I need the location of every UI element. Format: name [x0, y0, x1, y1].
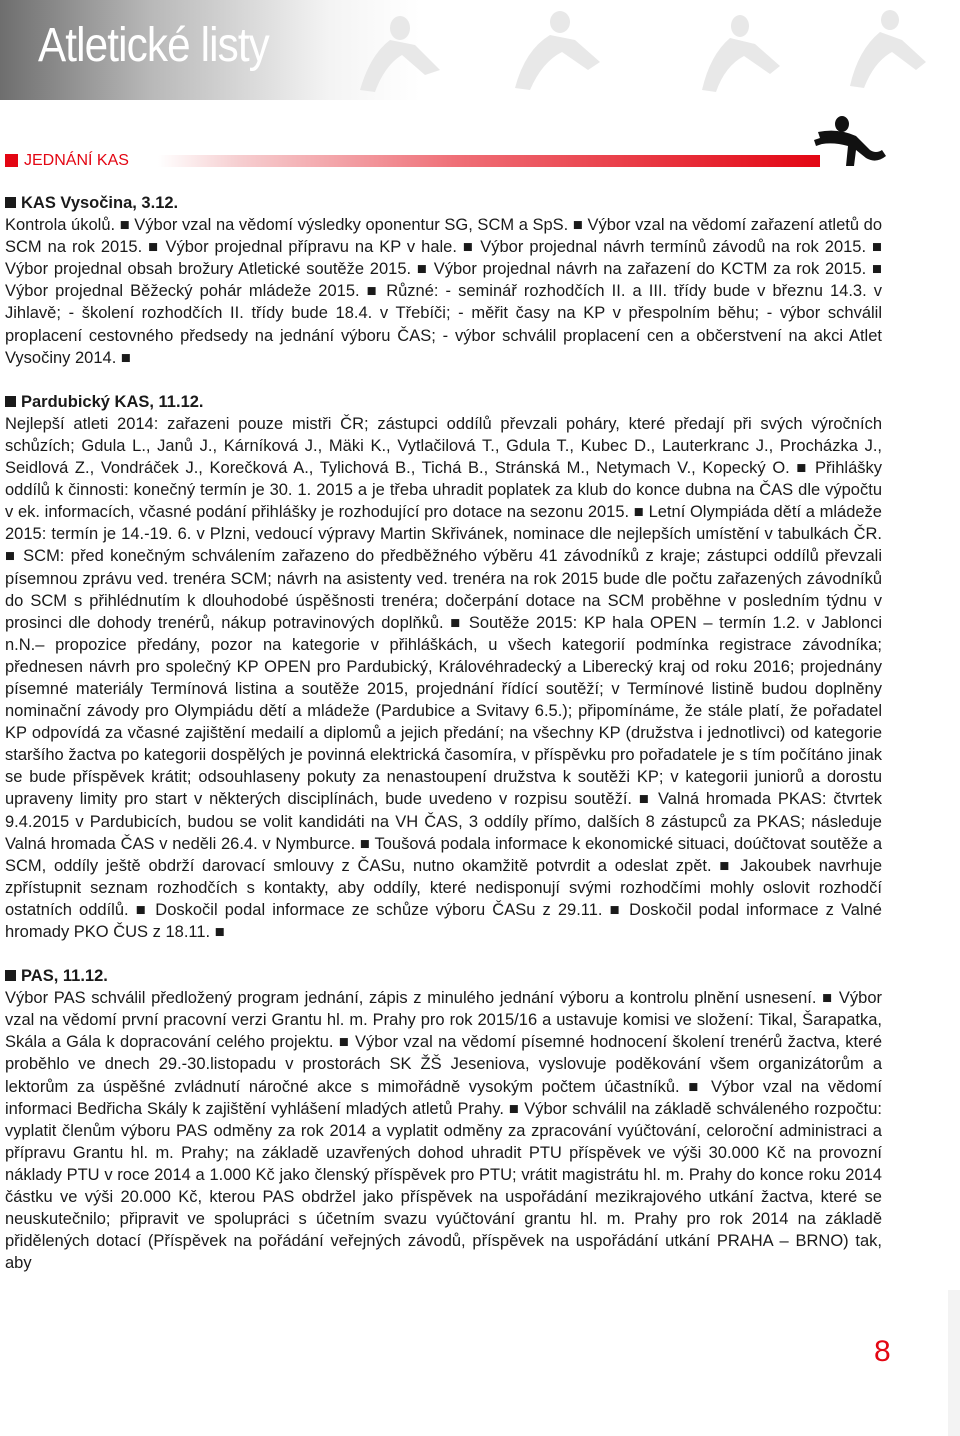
page-edge-band [948, 1290, 960, 1436]
report-heading [5, 192, 882, 214]
bullet-square-icon [5, 970, 16, 981]
report-text: Výbor PAS schválil předložený program jednání, zápis z minulého jednání výboru a kontrolu plnění usnesení. ■ Výbor vzal na vědomí první pracovní verzi Grantu hl. m. Prahy pro rok 2015/16 a ustavuje komisi ve složení: Tikal, Šarapatka, Skála a Gála k dopracování celého projektu. ■ Výbor vzal na vědomí písemné hodnocení školení trenérů žactva, které proběhlo ve dnech 29.-30.listopadu v prostorách SK ŽŠ Jeseniova, vyslovuje poděkování všem organizátorům a lektorům za úspěšné zvládnutí náročné akce s mimořádně vysokým počtem účastníků. ■ Výbor vzal na vědomí informaci Bedřicha Skály k zajištění vyhlášení mladých atletů Prahy. ■ Výbor schválil na základě schváleného rozpočtu: vyplatit členům výboru PAS odměny za rok 2014 a vyplatit odměny za zpracování vyúčtování, celoroční administraci a přípravu Grantu hl. m. Prahy; na základě uzavřených dohod uhradit PTU příspěvek ve výši 30.000 Kč na provozní náklady PTU v roce 2014 a 1.000 Kč jako členský příspěvek pro PTU; vrátit magistrátu hl. m. Prahy do konce roku 2014 částku ve výši 20.000 Kč, kterou PAS obdržel jako příspěvek na uspořádání mezikrajového utkání žactva, které se neuskutečnilo; připravit ve spolupráci s účetním svazu vyúčtování grantu hl. m. Prahy pro rok 2014 na základě přidělených dotací (Příspěvek na pořádání veřejných závodů, příspěvek na uspořádání utkání PRAHA – BRNO) tak, aby [5, 989, 882, 1273]
section-square-icon [5, 154, 18, 167]
report-heading-text: Pardubický KAS, 11.12. [21, 392, 204, 411]
report-kas-vysocina [5, 192, 882, 369]
report-pas [5, 965, 882, 1274]
report-text: Kontrola úkolů. ■ Výbor vzal na vědomí výsledky oponentur SG, SCM a SpS. ■ Výbor vzal na vědomí zařazení atletů do SCM na rok 2015. ■ Výbor projednal přípravu na KP v hale. ■ Výbor projednal návrh termínů závodů na rok 2015. ■ Výbor projednal obsah brožury Atletické soutěže 2015. ■ Výbor projednal návrh na zařazení do KCTM za rok 2015. ■ Výbor projednal Běžecký pohár mládeže 2015. ■ Různé: - seminář rozhodčích II. a III. třídy bude v březnu 14.3. v Jihlavě; - školení rozhodčích II. třídy bude 18.4. v Třebíči; - měřit časy na KP v přespolním běhu; - výbor schválil proplacení cestovného předsedy na jednání výboru ČAS; - výbor schválil proplacení cen a občerstvení na akci Atlet Vysočiny 2014. ■ [5, 216, 882, 367]
magazine-title: Atletické listy [38, 19, 269, 72]
report-heading-text: PAS, 11.12. [21, 967, 108, 986]
section-header [0, 150, 960, 172]
report-text: Nejlepší atleti 2014: zařazeni pouze mistři ČR; zástupci oddílů převzali poháry, které předají při svých výročních schůzích; Gdula L., Janů J., Kárníková J., Mäki K., Vytlačilová T., Gdula T., Kubec D., Lauterkranc J., Procházka J., Seidlová Z., Vondráček J., Korečková A., Tylichová B., Tichá B., Stránská M., Netymach V., Kopecký O. ■ Přihlášky oddílů k činnosti: konečný termín je 30. 1. 2015 a je třeba uhradit poplatek za klub do konce dubna na ČAS dle výpočtu v ek. informacích, včasné podání přihlášky je rozhodující pro dotace na sezonu 2015. ■ Letní Olympiáda dětí a mládeže 2015: termín je 14.-19. 6. v Plzni, vedoucí výpravy Martin Skřivánek, nominace dle nejlepších umístění v tabulkách ČR. ■ SCM: před konečným schválením zařazeno do předběžného výběru 41 závodníků z kraje; zástupci oddílů převzali písemnou zprávu ved. trenéra SCM; návrh na asistenty ved. trenéra na rok 2015 bude dle počtu zařazených závodníků do SCM s přihlédnutím k dlouhodobé úspěšnosti trenéra; dočerpání dotace na SCM proběhne v posledním týdnu v prosinci dle dohody trenérů, nákup potravinových doplňků. ■ Soutěže 2015: KP hala OPEN – termín 1.2. v Jablonci n.N.– propozice předány, pozor na kategorie v přihláškách, u všech kategorií podmínka registrace závodníka; přednesen návrh pro společný KP OPEN pro Pardubický, Královéhradecký a Liberecký kraj od roku 2016; projednány písemné materiály Termínová listina a soutěže 2015, projednání řídící soutěží; v Termínové listině budou doplněny nominační závody pro Olympiádu dětí a mládeže (Pardubice a Svitavy 6.5.); připomínáme, že stále platí, že pořadatel KP odpovídá za včasné zajištění medailí a diplomů a jejich předání; na všechny KP (družstva i jednotlivci) od kategorie staršího žactva po kategorii dospělých je povinná elektrická časomíra, v příspěvku pro pořadatele je s tím počítáno jinak se bude příspěvek krátit; odsouhlaseny pokuty za nenastoupení družstva k soutěži KP; v kategorii juniorů a dorostu upraveny limity pro start v některých disciplínách, bude uvedeno v rozpisu soutěží. ■ Valná hromada PKAS: čtvrtek 9.4.2015 v Pardubicích, budou se volit kandidáti na VH ČAS, 3 oddíly přímo, dalších 8 zástupců za PKAS; následuje Valná hromada ČAS v neděli 26.4. v Nymburce. ■ Toušová podala informace k ekonomické situaci, doúčtovat soutěže a SCM, oddíly ještě obdrží darovací smlouvy z ČASu, nutno okamžitě potvrdit a odeslat zpět. ■ Jakoubek navrhuje zpřístupnit seznam rozhodčích s kontakty, aby oddíly, které nedisponují svými rozhodčími mohly oslovit rozhodčí ostatních oddílů. ■ Doskočil podal informace ze schůze výboru ČASu z 29.11. ■ Doskočil podal informace z Valné hromady PKO ČUS z 18.11. ■ [5, 414, 882, 941]
report-pardubicky-kas [5, 391, 882, 943]
article-body [5, 192, 882, 1274]
page-header [0, 0, 960, 100]
section-gradient-bar [158, 155, 820, 167]
page-number: 8 [874, 1335, 891, 1368]
section-label: JEDNÁNÍ KAS [24, 152, 129, 169]
athlete-silhouette-icon [808, 110, 888, 170]
report-heading [5, 391, 882, 413]
runners-illustration-icon [330, 0, 960, 100]
bullet-square-icon [5, 197, 16, 208]
report-heading-text: KAS Vysočina, 3.12. [21, 194, 179, 212]
bullet-square-icon [5, 396, 16, 407]
report-heading [5, 965, 882, 987]
